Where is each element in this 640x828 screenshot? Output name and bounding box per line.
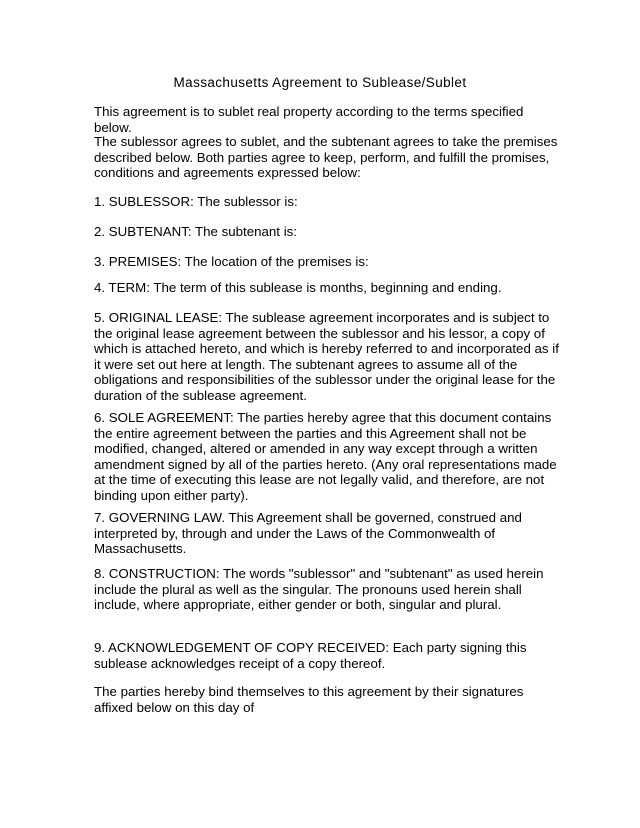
term-clause: 4. TERM: The term of this sublease is months, beginning and ending.	[94, 280, 502, 295]
intro-paragraph: This agreement is to sublet real property according to the terms specified below.	[94, 104, 524, 135]
acknowledgement-clause: 9. ACKNOWLEDGEMENT OF COPY RECEIVED: Each party signing this sublease acknowledges receipt of a copy thereof.	[94, 640, 527, 671]
sole-agreement-clause: 6. SOLE AGREEMENT: The parties hereby agree that this document contains the entire agreement between the parties and this Agreement shall not be modified, changed, altered or amended in any way except through a written amendment signed by all of the parties hereto. (Any oral representations made at the time of executing this lease are not legally valid, and therefore, are not binding upon either party).	[94, 410, 557, 503]
governing-law-clause: 7. GOVERNING LAW. This Agreement shall be governed, construed and interpreted by, through and under the Laws of the Commonwealth of Massachusetts.	[94, 510, 522, 557]
subtenant-clause: 2. SUBTENANT: The subtenant is:	[94, 224, 297, 239]
premises-clause: 3. PREMISES: The location of the premises is:	[94, 254, 369, 269]
binding-statement: The parties hereby bind themselves to this agreement by their signatures affixed below on this day of	[94, 684, 524, 715]
construction-clause: 8. CONSTRUCTION: The words "sublessor" and "subtenant" as used herein include the plural as well as the singular. The pronouns used herein shall include, where appropriate, either gender or both, singular and plural.	[94, 566, 544, 613]
document-title: Massachusetts Agreement to Sublease/Sublet	[173, 75, 467, 90]
original-lease-clause: 5. ORIGINAL LEASE: The sublease agreement incorporates and is subject to the original lease agreement between the sublessor and his lessor, a copy of which is attached hereto, and which is hereby referred to and incorporated as if it were set out here at length. The subtenant agrees to assume all of the obligations and responsibilities of the sublessor under the original lease for the duration of the sublease agreement.	[94, 310, 559, 403]
agreement-paragraph: The sublessor agrees to sublet, and the subtenant agrees to take the premises described below. Both parties agree to keep, perform, and fulfill the promises, conditions and agreements expressed below:	[94, 134, 558, 181]
sublessor-clause: 1. SUBLESSOR: The sublessor is:	[94, 194, 298, 209]
